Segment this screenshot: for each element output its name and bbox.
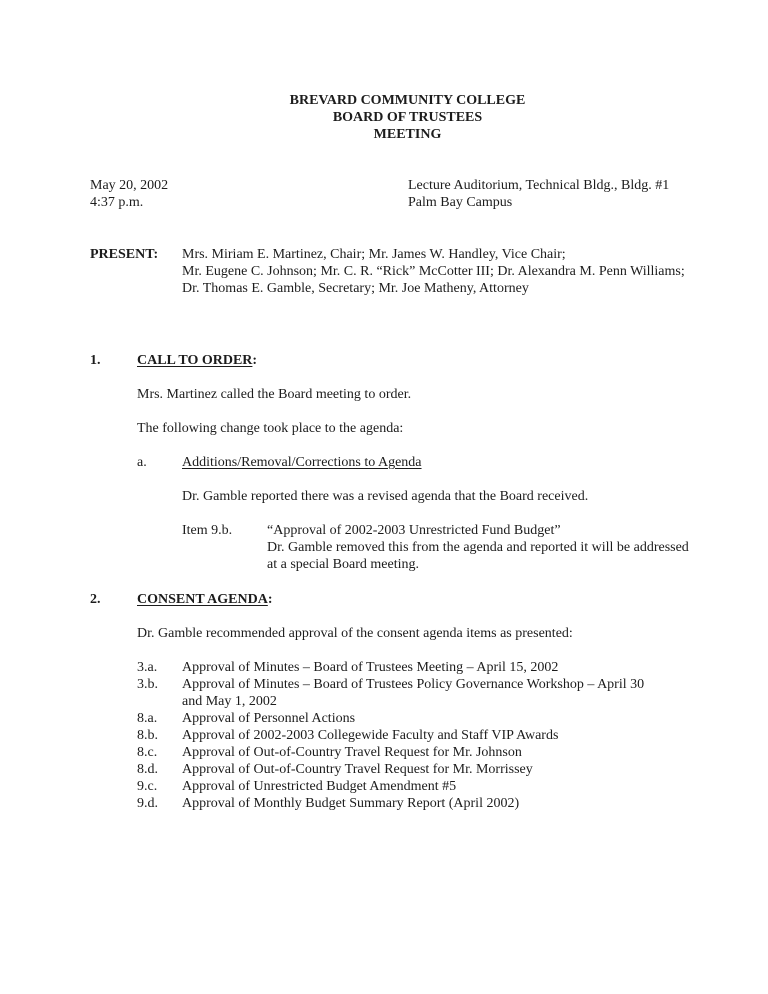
consent-item-text: Approval of Out-of-Country Travel Request for Mr. Morrissey xyxy=(182,762,533,777)
section-number: 1. xyxy=(90,353,101,368)
present-names xyxy=(182,246,685,297)
consent-item-text-line: Approval of Minutes – Board of Trustees Policy Governance Workshop – April 30 xyxy=(182,677,645,692)
consent-item-number: 8.c. xyxy=(137,745,158,760)
section-heading-colon: : xyxy=(267,592,273,607)
meeting-date: May 20, 2002 xyxy=(90,178,169,193)
consent-item-text-line: and May 1, 2002 xyxy=(182,694,277,709)
consent-item-text: Approval of Unrestricted Budget Amendment #5 xyxy=(182,779,457,794)
section-heading-colon: : xyxy=(252,353,258,368)
present-line: Dr. Thomas E. Gamble, Secretary; Mr. Joe Matheny, Attorney xyxy=(182,281,529,296)
agenda-item-note-line: at a special Board meeting. xyxy=(267,557,419,572)
consent-item-number: 8.d. xyxy=(137,762,158,777)
consent-item-8d xyxy=(137,761,725,778)
consent-item-text: Approval of Out-of-Country Travel Request for Mr. Johnson xyxy=(182,745,522,760)
consent-item-text: Approval of Minutes – Board of Trustees Meeting – April 15, 2002 xyxy=(182,660,559,675)
present-line: Mr. Eugene C. Johnson; Mr. C. R. “Rick” McCotter III; Dr. Alexandra M. Penn Williams; xyxy=(182,264,685,279)
consent-item-number: 9.c. xyxy=(137,779,158,794)
consent-item-number: 3.b. xyxy=(137,677,158,692)
section-heading xyxy=(137,352,257,369)
meeting-meta xyxy=(90,177,725,211)
consent-item-8a xyxy=(137,710,725,727)
agenda-item-note-line: Dr. Gamble removed this from the agenda and reported it will be addressed xyxy=(267,540,689,555)
section-heading-text: CALL TO ORDER xyxy=(137,353,253,368)
consent-item-9d xyxy=(137,795,725,812)
present-label: PRESENT: xyxy=(90,247,159,262)
subsection-label: a. xyxy=(137,455,147,470)
section-heading-text: CONSENT AGENDA xyxy=(137,592,268,607)
doc-title-line-board: BOARD OF TRUSTEES xyxy=(332,110,483,125)
consent-item-text: Approval of Monthly Budget Summary Report (April 2002) xyxy=(182,796,520,811)
consent-item-text: Approval of Personnel Actions xyxy=(182,711,356,726)
agenda-item-detail xyxy=(267,522,689,573)
doc-title xyxy=(90,92,725,143)
paragraph-call-to-order: Mrs. Martinez called the Board meeting to order. xyxy=(137,387,412,402)
consent-item-text xyxy=(182,676,644,710)
paragraph-revised-agenda: Dr. Gamble reported there was a revised agenda that the Board received. xyxy=(182,489,589,504)
doc-title-line-college: BREVARD COMMUNITY COLLEGE xyxy=(289,93,526,108)
consent-item-text: Approval of 2002-2003 Collegewide Faculty and Staff VIP Awards xyxy=(182,728,559,743)
section-number: 2. xyxy=(90,592,101,607)
consent-item-number: 8.a. xyxy=(137,711,158,726)
agenda-item-quote: “Approval of 2002-2003 Unrestricted Fund Budget” xyxy=(267,523,561,538)
consent-item-number: 9.d. xyxy=(137,796,158,811)
present-line: Mrs. Miriam E. Martinez, Chair; Mr. James W. Handley, Vice Chair; xyxy=(182,247,566,262)
paragraph-agenda-change: The following change took place to the agenda: xyxy=(137,421,404,436)
meeting-datetime xyxy=(90,177,408,211)
consent-items-list xyxy=(137,659,725,812)
meeting-time: 4:37 p.m. xyxy=(90,195,144,210)
consent-item-number: 8.b. xyxy=(137,728,158,743)
agenda-item-label: Item 9.b. xyxy=(182,523,233,538)
consent-item-3b xyxy=(137,676,725,710)
meeting-location-building: Lecture Auditorium, Technical Bldg., Bldg. #1 xyxy=(408,178,670,193)
present-block xyxy=(90,246,725,297)
consent-item-8c xyxy=(137,744,725,761)
consent-item-8b xyxy=(137,727,725,744)
meeting-location-campus: Palm Bay Campus xyxy=(408,195,513,210)
meeting-location xyxy=(408,177,669,211)
consent-item-9c xyxy=(137,778,725,795)
section-heading xyxy=(137,591,273,608)
consent-item-3a xyxy=(137,659,725,676)
section-consent-agenda-heading xyxy=(90,591,725,608)
paragraph-consent-intro: Dr. Gamble recommended approval of the consent agenda items as presented: xyxy=(137,626,573,641)
section-call-to-order-heading xyxy=(90,352,725,369)
consent-item-number: 3.a. xyxy=(137,660,158,675)
doc-title-line-meeting: MEETING xyxy=(373,127,442,142)
agenda-item-9b xyxy=(182,522,725,573)
subsection-heading-text: Additions/Removal/Corrections to Agenda xyxy=(182,455,422,470)
subsection-a-heading xyxy=(137,454,725,471)
